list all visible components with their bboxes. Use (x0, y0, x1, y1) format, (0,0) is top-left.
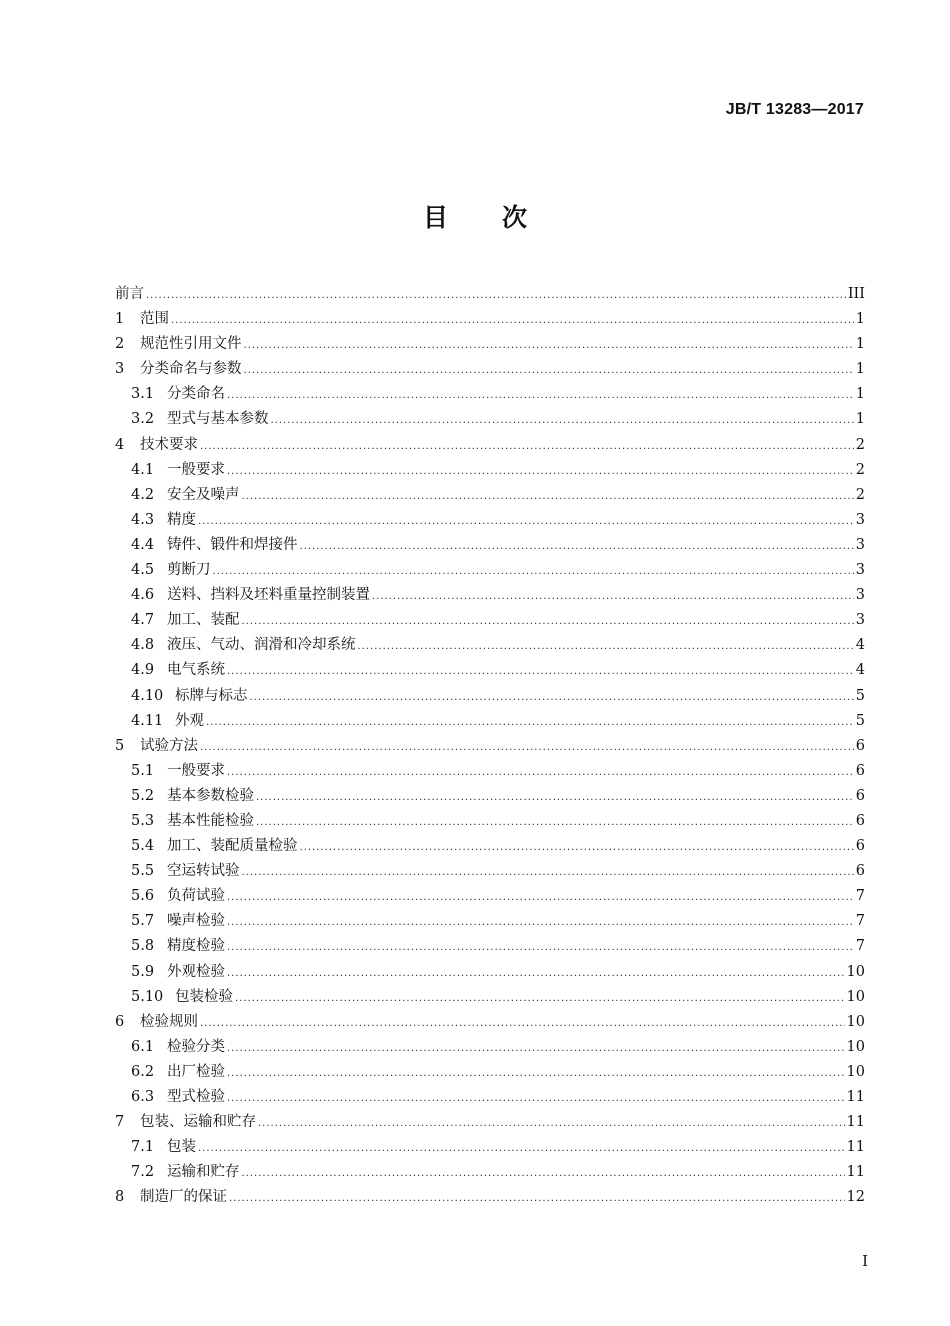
toc-entry-label: 包装 (167, 1139, 196, 1156)
toc-entry-label: 包装检验 (175, 988, 233, 1005)
toc-entry-label: 一般要求 (167, 762, 225, 779)
toc-entry-page: 11 (846, 1139, 865, 1156)
dot-leader (227, 1086, 845, 1111)
toc-entry[interactable] (115, 709, 865, 734)
dot-leader (300, 835, 854, 860)
dot-leader (227, 935, 854, 960)
toc-entry-label: 检验分类 (167, 1038, 225, 1055)
toc-entry-number: 4 (115, 436, 125, 453)
dot-leader (256, 810, 854, 835)
dot-leader (235, 986, 845, 1011)
toc-entry-page: 3 (855, 562, 865, 579)
toc-entry[interactable] (115, 859, 865, 884)
toc-entry[interactable] (115, 734, 865, 759)
dot-leader (242, 609, 854, 634)
toc-entry-label: 空运转试验 (167, 863, 240, 880)
toc-entry-label: 范围 (140, 311, 169, 328)
dot-leader (227, 383, 854, 408)
toc-entry-page: 5 (855, 687, 865, 704)
toc-entry[interactable] (115, 1035, 865, 1060)
toc-entry-number: 5.3 (131, 812, 155, 829)
toc-entry-page: 1 (855, 311, 865, 328)
toc-entry-label: 检验规则 (140, 1013, 198, 1030)
dot-leader (200, 735, 854, 760)
toc-entry[interactable] (115, 332, 865, 357)
toc-entry-label: 一般要求 (167, 461, 225, 478)
toc-entry-page: 3 (855, 612, 865, 629)
dot-leader (242, 1161, 845, 1186)
toc-entry[interactable] (115, 583, 865, 608)
toc-entry-page: 4 (855, 662, 865, 679)
toc-entry-number: 5.5 (131, 863, 155, 880)
toc-entry-page: 6 (855, 863, 865, 880)
toc-entry-label: 出厂检验 (167, 1063, 225, 1080)
toc-entry-label: 外观检验 (167, 963, 225, 980)
toc-entry-page: 2 (855, 461, 865, 478)
toc-entry-page: 6 (855, 812, 865, 829)
toc-entry[interactable] (115, 1135, 865, 1160)
dot-leader (227, 1036, 845, 1061)
toc-entry-number: 4.1 (131, 461, 155, 478)
toc-entry[interactable] (115, 809, 865, 834)
dot-leader (227, 910, 854, 935)
toc-entry-label: 铸件、锻件和焊接件 (167, 536, 298, 553)
toc-entry-number: 7.1 (131, 1139, 155, 1156)
toc-entry[interactable] (115, 960, 865, 985)
toc-entry-number: 2 (115, 336, 125, 353)
toc-entry-label: 分类命名与参数 (140, 361, 242, 378)
toc-entry-label: 型式检验 (167, 1089, 225, 1105)
toc-entry-number: 5.9 (131, 963, 155, 980)
toc-entry-label: 运输和贮存 (167, 1164, 240, 1181)
dot-leader (227, 885, 854, 910)
toc-entry-page: 6 (855, 737, 865, 754)
toc-entry[interactable] (115, 985, 865, 1010)
dot-leader (227, 1061, 845, 1086)
toc-entry-page: 3 (855, 587, 865, 604)
toc-entry-number: 4.2 (131, 486, 155, 503)
dot-leader (229, 1186, 845, 1211)
toc-entry-number: 7 (115, 1114, 125, 1131)
toc-entry-number: 5.10 (131, 988, 164, 1005)
toc-entry-number: 3 (115, 361, 125, 378)
toc-entry[interactable] (115, 1085, 865, 1110)
toc-entry-page: 1 (855, 411, 865, 428)
toc-entry[interactable] (115, 934, 865, 959)
toc-entry-number: 4.10 (131, 687, 164, 704)
toc-entry-page: 3 (855, 511, 865, 528)
toc-entry-number: 4.6 (131, 587, 155, 604)
dot-leader (271, 408, 854, 433)
toc-entry-label: 精度 (167, 511, 196, 528)
toc-entry-page: 4 (855, 637, 865, 654)
toc-entry[interactable] (115, 608, 865, 633)
toc-entry-page: 7 (855, 913, 865, 930)
dot-leader (227, 659, 854, 684)
dot-leader (146, 283, 846, 308)
dot-leader (256, 785, 854, 810)
toc-entry-page: 3 (855, 536, 865, 553)
toc-entry-number: 4.9 (131, 662, 155, 679)
toc-entry-label: 分类命名 (167, 386, 225, 403)
toc-entry[interactable] (115, 1010, 865, 1035)
toc-entry-label: 基本参数检验 (167, 787, 254, 804)
toc-entry-label: 加工、装配 (167, 612, 240, 629)
toc-entry-label: 试验方法 (140, 737, 198, 754)
toc-entry-page: 10 (846, 988, 865, 1005)
toc-entry-label: 包装、运输和贮存 (140, 1114, 256, 1131)
toc-entry-number: 5.4 (131, 838, 155, 855)
toc-entry-page: 2 (855, 486, 865, 503)
toc-entry[interactable] (115, 633, 865, 658)
toc-entry-label: 标牌与标志 (175, 687, 248, 704)
toc-entry-page: 5 (855, 712, 865, 729)
toc-entry-page: 11 (846, 1089, 865, 1105)
toc-entry-number: 6 (115, 1013, 125, 1030)
toc-entry[interactable] (115, 1060, 865, 1085)
toc-entry-number: 7.2 (131, 1164, 155, 1181)
toc-entry-label: 基本性能检验 (167, 812, 254, 829)
toc-entry-label: 液压、气动、润滑和冷却系统 (167, 637, 356, 654)
toc-entry-label: 外观 (175, 712, 204, 729)
toc-entry-number: 5.8 (131, 938, 155, 955)
toc-entry-label: 技术要求 (140, 436, 198, 453)
toc-entry-number: 4.7 (131, 612, 155, 629)
toc-entry-page: 6 (855, 838, 865, 855)
toc-entry[interactable] (115, 884, 865, 909)
toc-entry-label: 制造厂的保证 (140, 1189, 227, 1206)
dot-leader (206, 710, 854, 735)
toc-entry-label: 规范性引用文件 (140, 336, 242, 353)
toc-entry[interactable] (115, 684, 865, 709)
toc-entry-number: 5.1 (131, 762, 155, 779)
toc-entry-page: 7 (855, 938, 865, 955)
toc-entry-label: 安全及噪声 (167, 486, 240, 503)
dot-leader (242, 484, 854, 509)
toc-entry-label: 精度检验 (167, 938, 225, 955)
toc-entry-number: 4.11 (131, 712, 164, 729)
dot-leader (258, 1111, 845, 1136)
toc-entry[interactable] (115, 834, 865, 859)
toc-entry-page: 10 (846, 963, 865, 980)
toc-title (0, 198, 950, 234)
toc-entry[interactable] (115, 508, 865, 533)
toc-entry-number: 5.6 (131, 888, 155, 905)
toc-entry-label: 型式与基本参数 (167, 411, 269, 428)
toc-entry-label: 电气系统 (167, 662, 225, 679)
dot-leader (200, 1011, 845, 1036)
dot-leader (250, 685, 854, 710)
toc-entry-label: 送料、挡料及坯料重量控制装置 (167, 587, 370, 604)
dot-leader (227, 961, 845, 986)
toc-entry-page: 12 (846, 1189, 865, 1206)
dot-leader (171, 308, 854, 333)
dot-leader (358, 634, 854, 659)
toc-entry-page: 6 (855, 762, 865, 779)
toc-entry-number: 3.2 (131, 411, 155, 428)
toc-entry[interactable] (115, 307, 865, 332)
toc-entry-page: 1 (855, 386, 865, 403)
toc-entry-page: 11 (846, 1164, 865, 1181)
toc-entry[interactable] (115, 1110, 865, 1135)
toc-entry-page: III (847, 286, 865, 302)
toc-entry-page: 2 (855, 436, 865, 453)
toc-entry[interactable] (115, 458, 865, 483)
toc-entry-label: 噪声检验 (167, 913, 225, 930)
toc-entry-number: 5 (115, 737, 125, 754)
dot-leader (372, 584, 854, 609)
toc-entry[interactable] (115, 658, 865, 683)
dot-leader (200, 434, 854, 459)
toc-entry-number: 1 (115, 311, 125, 328)
dot-leader (244, 358, 854, 383)
toc-entry-page: 10 (846, 1013, 865, 1030)
toc-entry-label: 加工、装配质量检验 (167, 838, 298, 855)
toc-entry-number: 3.1 (131, 386, 155, 403)
toc-entry-page: 1 (855, 361, 865, 378)
toc-entry-number: 8 (115, 1189, 125, 1206)
toc-entry[interactable] (115, 433, 865, 458)
dot-leader (242, 860, 854, 885)
table-of-contents (115, 282, 865, 1210)
toc-entry-number: 6.2 (131, 1063, 155, 1080)
toc-entry[interactable] (115, 1160, 865, 1185)
dot-leader (213, 559, 854, 584)
dot-leader (198, 1136, 845, 1161)
toc-entry[interactable] (115, 357, 865, 382)
dot-leader (227, 760, 854, 785)
toc-entry-page: 1 (855, 336, 865, 353)
toc-entry[interactable] (115, 1185, 865, 1210)
toc-entry[interactable] (115, 483, 865, 508)
toc-entry[interactable] (115, 282, 865, 307)
toc-entry-page: 10 (846, 1038, 865, 1055)
toc-entry[interactable] (115, 909, 865, 934)
toc-entry-page: 7 (855, 888, 865, 905)
toc-entry-number: 4.4 (131, 536, 155, 553)
toc-title-part1: 目 (422, 203, 448, 232)
toc-entry-page: 10 (846, 1063, 865, 1080)
toc-entry[interactable] (115, 407, 865, 432)
toc-entry-label: 前言 (115, 286, 144, 302)
page-folio: I (862, 1252, 868, 1270)
dot-leader (244, 333, 854, 358)
toc-entry-page: 6 (855, 787, 865, 804)
dot-leader (300, 534, 854, 559)
toc-entry-number: 5.7 (131, 913, 155, 930)
toc-entry-number: 5.2 (131, 787, 155, 804)
toc-entry[interactable] (115, 784, 865, 809)
toc-entry[interactable] (115, 759, 865, 784)
toc-entry-number: 4.8 (131, 637, 155, 654)
toc-entry[interactable] (115, 382, 865, 407)
toc-entry-number: 6.3 (131, 1089, 155, 1105)
toc-entry-label: 剪断刀 (167, 562, 211, 579)
toc-entry-number: 4.3 (131, 511, 155, 528)
toc-entry[interactable] (115, 558, 865, 583)
toc-entry-label: 负荷试验 (167, 888, 225, 905)
toc-entry-page: 11 (846, 1114, 865, 1131)
toc-entry[interactable] (115, 533, 865, 558)
document-code: JB/T 13283—2017 (725, 101, 864, 118)
dot-leader (227, 459, 854, 484)
dot-leader (198, 509, 854, 534)
toc-entry-number: 4.5 (131, 562, 155, 579)
toc-title-part2: 次 (502, 203, 528, 232)
toc-entry-number: 6.1 (131, 1038, 155, 1055)
